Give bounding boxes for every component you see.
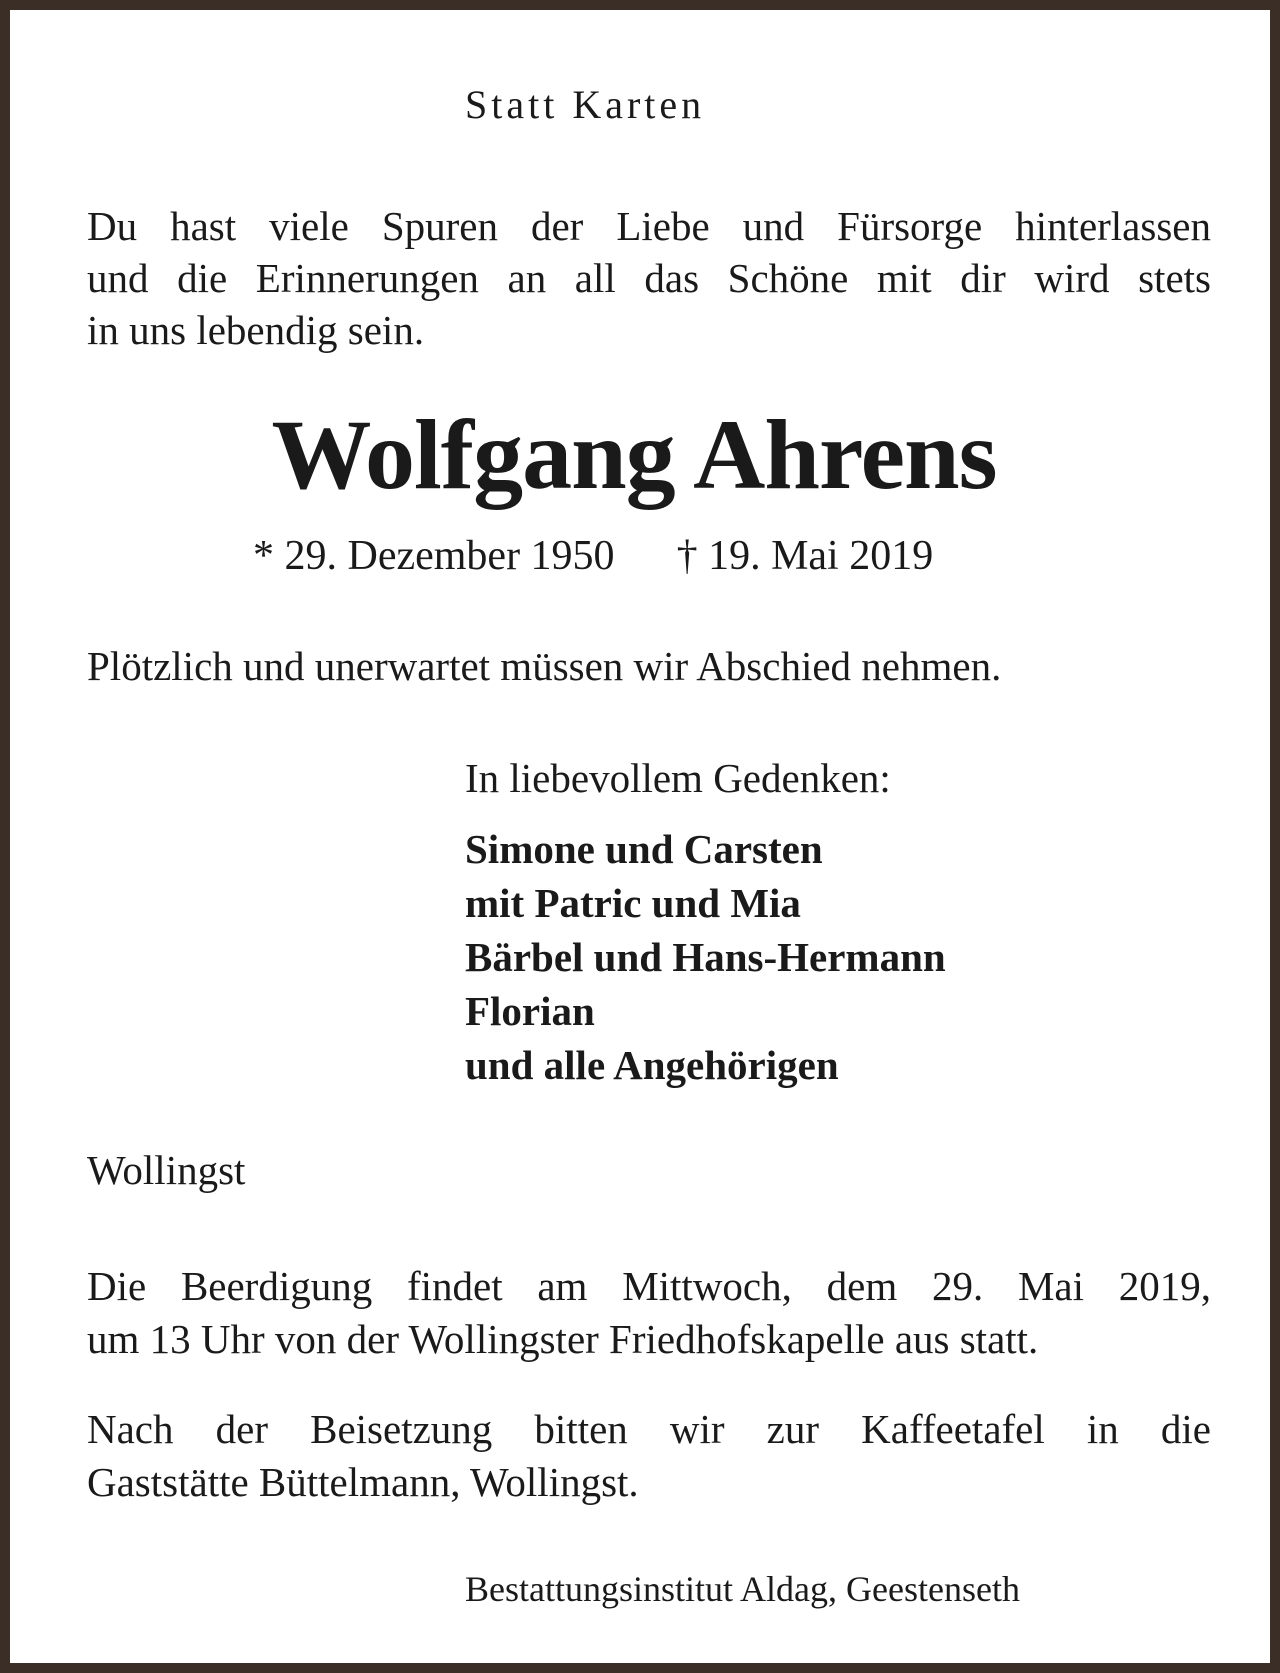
poem-text xyxy=(87,200,1211,356)
place-name: Wollingst xyxy=(87,1147,246,1193)
mourner-item: Simone und Carsten xyxy=(465,826,823,872)
coffee-line: Nach der Beisetzung bitten wir zur Kaffeetafel in die xyxy=(87,1406,1211,1452)
coffee-line: Gaststätte Büttelmann, Wollingst. xyxy=(87,1459,639,1505)
deceased-name: Wolfgang Ahrens xyxy=(271,399,997,510)
mourner-item: Florian xyxy=(465,988,595,1034)
mourner-item: Bärbel und Hans-Hermann xyxy=(465,934,946,980)
mourner-item: und alle Angehörigen xyxy=(465,1042,839,1088)
burial-line: Die Beerdigung findet am Mittwoch, dem 29. Mai 2019, xyxy=(87,1263,1211,1309)
farewell-text: Plötzlich und unerwartet müssen wir Abschied nehmen. xyxy=(87,643,1002,689)
undertaker-name: Bestattungsinstitut Aldag, Geestenseth xyxy=(465,1569,1020,1609)
header-statt-karten: Statt Karten xyxy=(465,82,706,127)
burial-info xyxy=(87,1260,1211,1366)
burial-line: um 13 Uhr von der Wollingster Friedhofskapelle aus statt. xyxy=(87,1316,1039,1362)
death-date: † 19. Mai 2019 xyxy=(676,533,934,579)
mourner-item: mit Patric und Mia xyxy=(465,880,801,926)
poem-line: Du hast viele Spuren der Liebe und Fürsorge hinterlassen xyxy=(87,203,1211,249)
life-dates xyxy=(253,535,933,577)
poem-line: und die Erinnerungen an all das Schöne mit dir wird stets xyxy=(87,255,1211,301)
memory-heading: In liebevollem Gedenken: xyxy=(465,755,891,801)
birth-date: * 29. Dezember 1950 xyxy=(253,533,615,579)
mourners-list xyxy=(465,822,946,1092)
poem-line: in uns lebendig sein. xyxy=(87,307,425,353)
coffee-invitation xyxy=(87,1403,1211,1509)
